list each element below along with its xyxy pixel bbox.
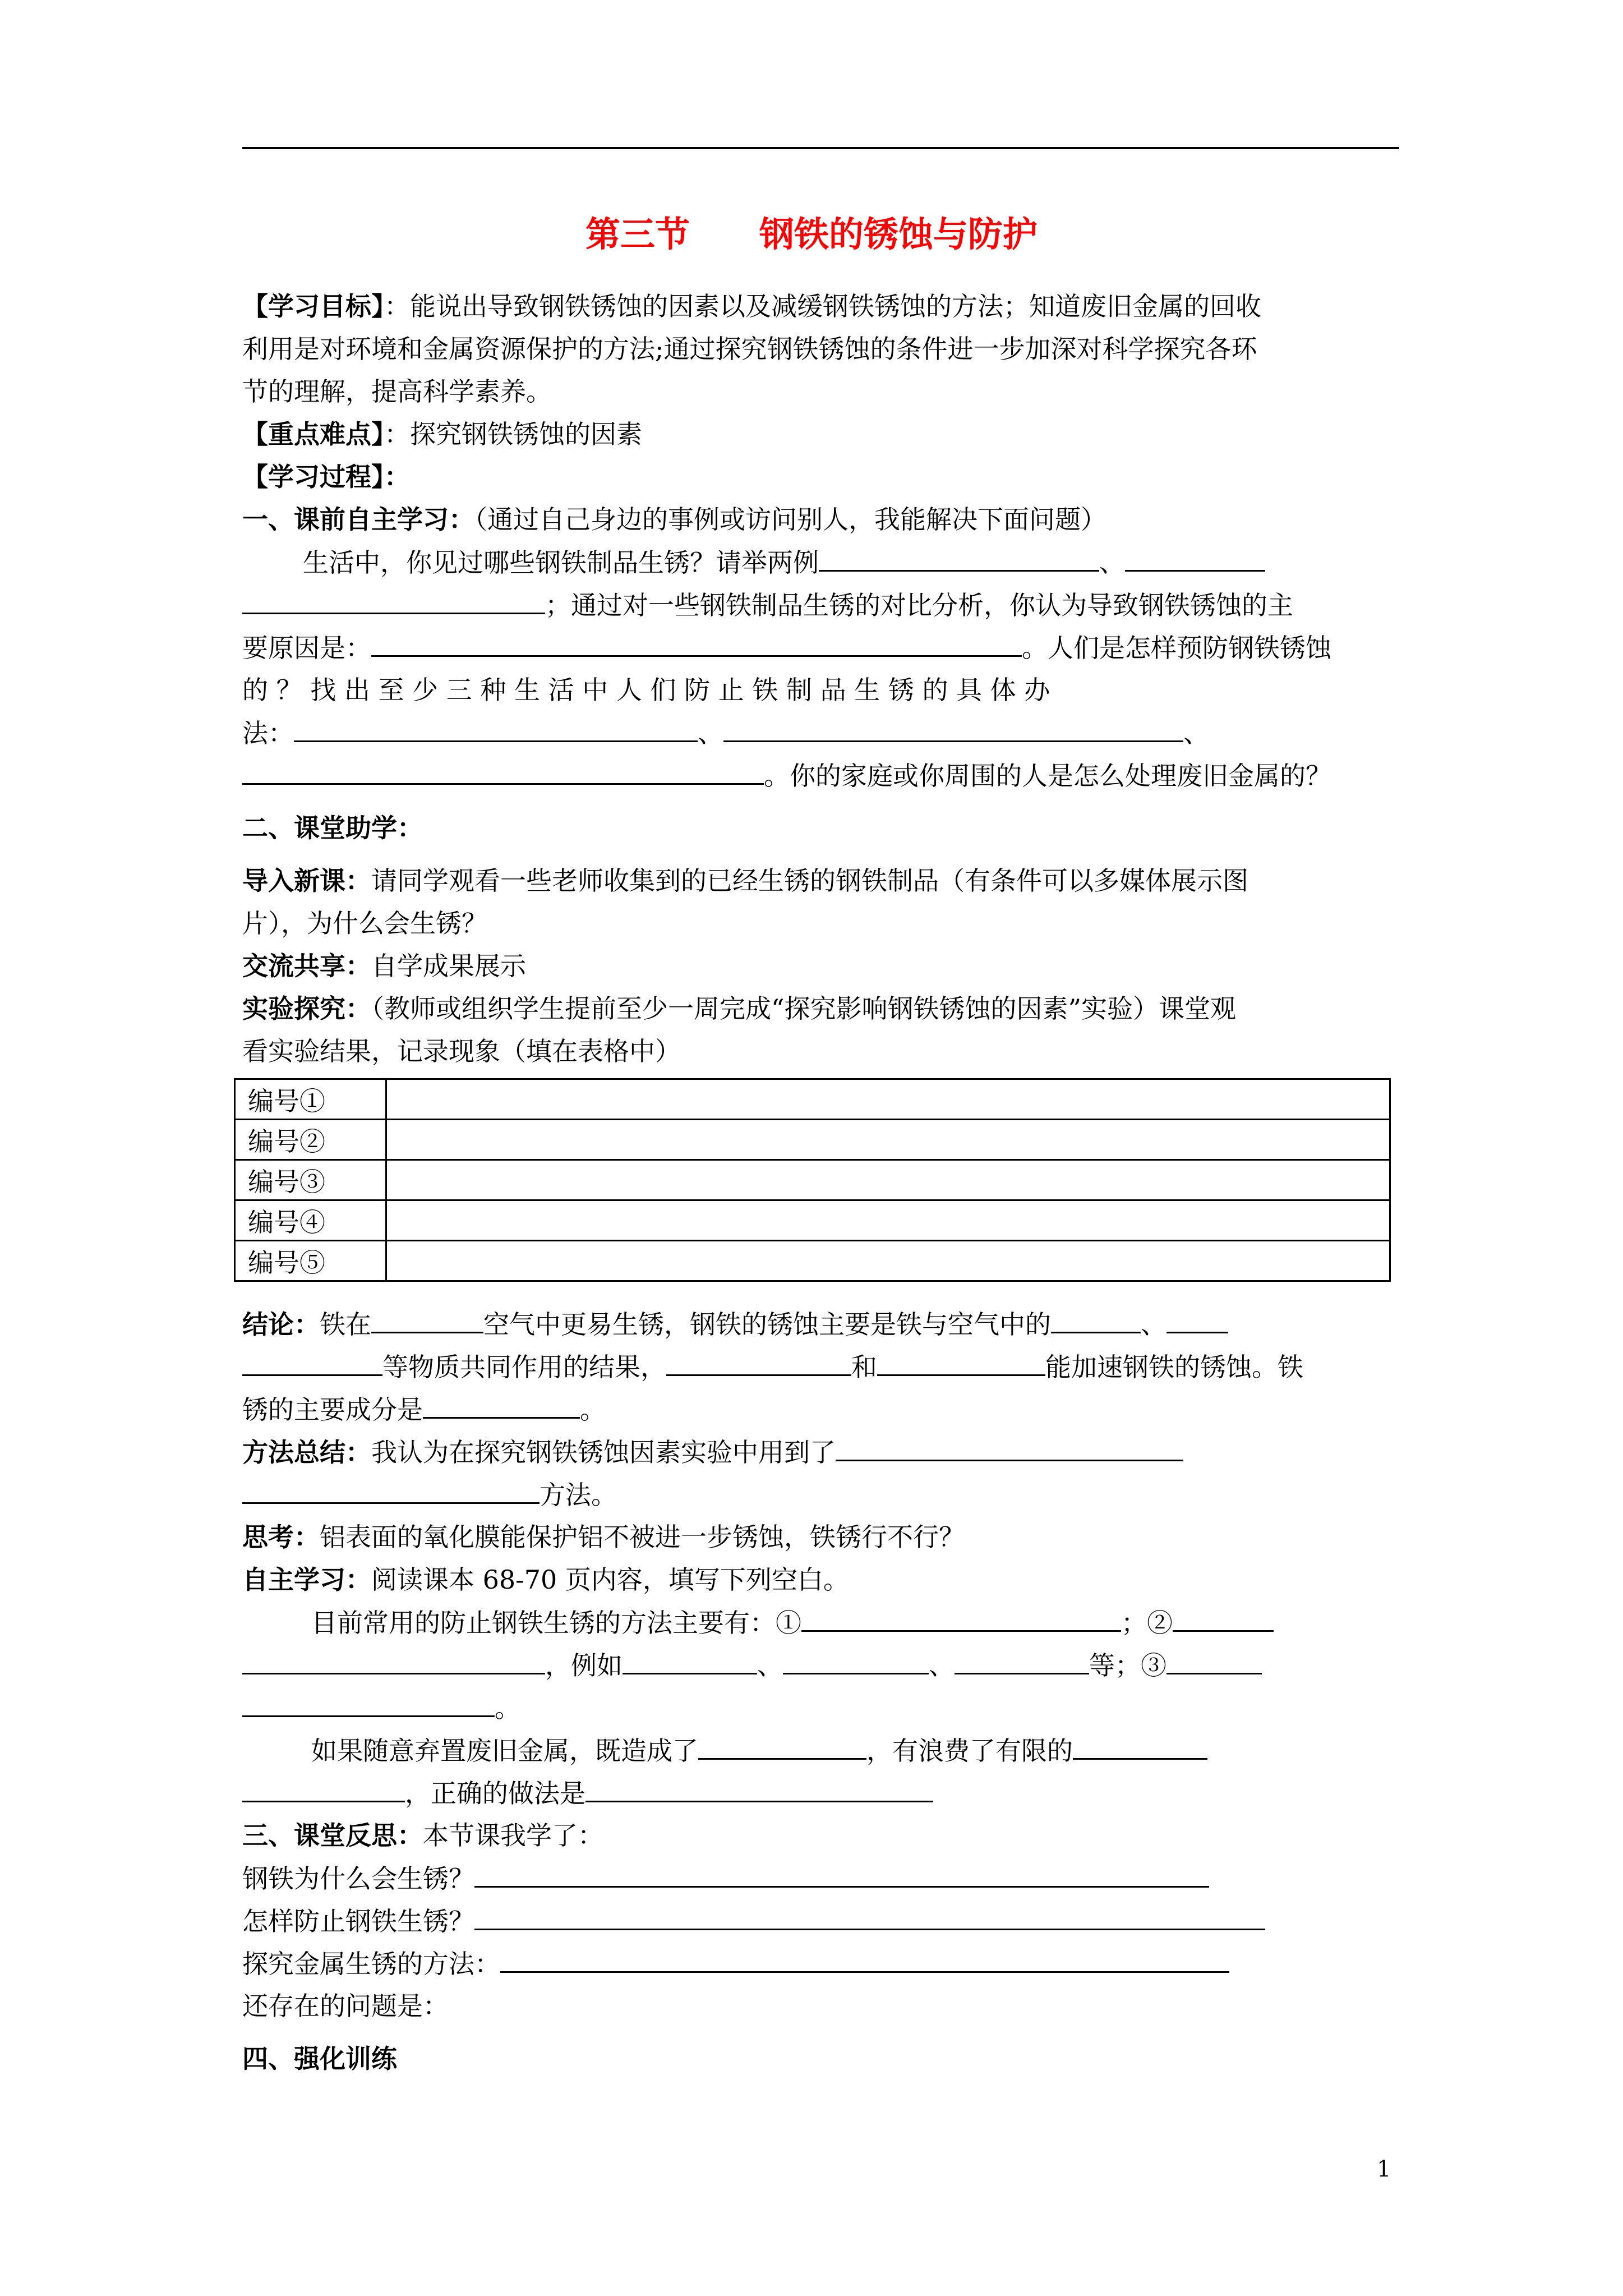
- conclusion-line-2: [242, 1350, 1303, 1384]
- observation-cell[interactable]: [386, 1120, 1390, 1160]
- blank-substance-1[interactable]: [1051, 1307, 1141, 1333]
- blank-resource-cont[interactable]: [242, 1776, 405, 1802]
- reflection-question-3: 探究金属生锈的方法：: [242, 1949, 500, 1979]
- conclusion-text-2a: 等物质共同作用的结果，: [382, 1352, 666, 1382]
- observation-cell[interactable]: [386, 1160, 1390, 1200]
- think-label: 思考：: [242, 1522, 320, 1552]
- method-line-2: [242, 1478, 617, 1512]
- experiment-label: 实验探究：: [242, 993, 371, 1024]
- blank-reflection-3[interactable]: [500, 1947, 1229, 1973]
- separator: 、: [757, 1650, 783, 1681]
- section4-heading: 四、强化训练: [242, 2044, 397, 2074]
- blank-air-condition[interactable]: [371, 1307, 483, 1333]
- section1-line-1: [303, 545, 1265, 579]
- blank-prevention-3-cont[interactable]: [242, 1691, 495, 1717]
- blank-rust-component[interactable]: [423, 1392, 580, 1419]
- reflection-question-2: 怎样防止钢铁生锈？: [242, 1906, 474, 1936]
- waste-line-2: [242, 1776, 933, 1810]
- share-line: [242, 949, 526, 983]
- self-study-label: 自主学习：: [242, 1565, 371, 1595]
- section2-heading: 二、课堂助学：: [242, 813, 423, 843]
- section3-heading: 三、课堂反思：: [242, 1820, 423, 1851]
- page-title: 第三节 钢铁的锈蚀与防护: [585, 214, 1038, 255]
- blank-method-1[interactable]: [294, 716, 698, 742]
- blank-example-a[interactable]: [623, 1648, 757, 1674]
- separator: 、: [1099, 547, 1125, 578]
- process-label: 【学习过程】: [242, 462, 384, 492]
- separator: 、: [1183, 718, 1209, 748]
- conclusion-text-2c: 能加速钢铁的锈蚀。铁: [1045, 1352, 1303, 1382]
- prevention-text-3: 。: [495, 1693, 520, 1723]
- blank-main-cause[interactable]: [371, 631, 1022, 657]
- think-line: [242, 1520, 965, 1554]
- reflection-line-3: [242, 1947, 1229, 1981]
- row-label: 编号③: [235, 1160, 386, 1200]
- observation-cell[interactable]: [386, 1079, 1390, 1120]
- share-label: 交流共享：: [242, 951, 371, 981]
- table-row: [235, 1160, 1390, 1200]
- method-text-1: 我认为在探究钢铁锈蚀因素实验中用到了: [371, 1437, 836, 1467]
- objectives-label: 【学习目标】: [242, 291, 384, 321]
- intro-text-1: 请同学观看一些老师收集到的已经生锈的钢铁制品（有条件可以多媒体展示图: [371, 866, 1248, 896]
- table-row: [235, 1120, 1390, 1160]
- table-row: [235, 1079, 1390, 1120]
- share-text: 自学成果展示: [371, 951, 526, 981]
- section1-question-3: 。人们是怎样预防钢铁锈蚀: [1022, 633, 1331, 663]
- self-study-text: 阅读课本 68-70 页内容，填写下列空白。: [371, 1565, 849, 1595]
- section1-note: （通过自己身边的事例或访问别人，我能解决下面问题）: [474, 504, 1106, 535]
- reflection-line-2: [242, 1904, 1265, 1938]
- separator: 、: [698, 718, 723, 748]
- row-label: 编号④: [235, 1200, 386, 1241]
- key-points-label: 【重点难点】: [242, 419, 384, 449]
- blank-accelerant-1[interactable]: [666, 1350, 851, 1376]
- separator: 、: [929, 1650, 955, 1681]
- experiment-line-2: 看实验结果，记录现象（填在表格中）: [242, 1036, 681, 1066]
- prevention-line-2: [242, 1648, 1262, 1682]
- intro-line-2: 片），为什么会生锈？: [242, 908, 487, 938]
- blank-example-2-cont[interactable]: [242, 588, 545, 614]
- experiment-line-1: [242, 992, 1236, 1025]
- think-text: 铝表面的氧化膜能保护铝不被进一步锈蚀，铁锈行不行？: [320, 1522, 965, 1552]
- observation-cell[interactable]: [386, 1200, 1390, 1241]
- objectives-text-1: ：能说出导致钢铁锈蚀的因素以及减缓钢铁锈蚀的方法；知道废旧金属的回收: [384, 291, 1261, 321]
- section1-line-3: [242, 631, 1331, 665]
- prevention-line-3: [242, 1691, 520, 1725]
- conclusion-text-3a: 锈的主要成分是: [242, 1395, 423, 1425]
- method-text-2: 方法。: [540, 1480, 617, 1510]
- blank-substance-2-cont[interactable]: [242, 1350, 382, 1376]
- objectives-line-2: 利用是对环境和金属资源保护的方法;通过探究钢铁锈蚀的条件进一步加深对科学探究各环: [242, 334, 1257, 364]
- conclusion-line-3: [242, 1392, 606, 1427]
- conclusion-line-1: [242, 1307, 1228, 1341]
- section1-methods-label: 法：: [242, 718, 294, 748]
- prevention-text-2a: ，例如: [545, 1650, 623, 1681]
- waste-line-1: [311, 1733, 1207, 1768]
- reflection-line-1: [242, 1861, 1209, 1895]
- blank-substance-2[interactable]: [1166, 1307, 1228, 1333]
- conclusion-text-3b: 。: [580, 1395, 606, 1425]
- method-label: 方法总结：: [242, 1437, 371, 1467]
- conclusion-text-2b: 和: [851, 1352, 877, 1382]
- reflection-line-4: 还存在的问题是：: [242, 1991, 449, 2021]
- row-label: 编号①: [235, 1079, 386, 1120]
- row-label: 编号②: [235, 1120, 386, 1160]
- blank-method-3[interactable]: [242, 758, 764, 785]
- prevention-text-1a: 目前常用的防止钢铁生锈的方法主要有：①: [311, 1608, 801, 1638]
- section1-question-1: 生活中，你见过哪些钢铁制品生锈？请举两例: [303, 547, 819, 578]
- blank-method-2[interactable]: [723, 716, 1183, 742]
- section1-question-4: 。你的家庭或你周围的人是怎么处理废旧金属的？: [764, 761, 1331, 791]
- key-points-line: [242, 417, 642, 451]
- section3-heading-line: [242, 1819, 603, 1852]
- blank-example-1[interactable]: [819, 545, 1099, 572]
- blank-prevention-3[interactable]: [1166, 1648, 1262, 1674]
- reflection-question-1: 钢铁为什么会生锈？: [242, 1864, 474, 1894]
- blank-prevention-1[interactable]: [801, 1605, 1121, 1632]
- section1-cause-label: 要原因是：: [242, 633, 371, 663]
- section1-line-5: [242, 716, 1209, 750]
- section3-intro: 本节课我学了：: [423, 1820, 603, 1851]
- prevention-text-2d: 等；③: [1089, 1650, 1166, 1681]
- blank-reflection-1[interactable]: [474, 1861, 1209, 1888]
- blank-reflection-2[interactable]: [474, 1904, 1265, 1930]
- blank-correct-practice[interactable]: [585, 1776, 933, 1802]
- intro-line-1: [242, 864, 1248, 898]
- blank-method-used[interactable]: [836, 1435, 1183, 1461]
- blank-method-used-cont[interactable]: [242, 1478, 540, 1504]
- self-study-line: [242, 1563, 849, 1596]
- conclusion-text-1a: 铁在: [320, 1309, 371, 1340]
- prevention-line-1: [311, 1605, 1274, 1640]
- blank-pollution[interactable]: [698, 1733, 866, 1760]
- method-line-1: [242, 1435, 1183, 1469]
- conclusion-label: 结论：: [242, 1309, 320, 1340]
- intro-label: 导入新课：: [242, 866, 371, 896]
- process-line: [242, 460, 410, 494]
- section1-line-2: [242, 588, 1293, 622]
- experiment-text-1: （教师或组织学生提前至少一周完成“探究影响钢铁锈蚀的因素”实验）课堂观: [371, 993, 1237, 1024]
- blank-accelerant-2[interactable]: [877, 1350, 1045, 1376]
- section1-line-4: 的 ？ 找 出 至 少 三 种 生 活 中 人 们 防 止 铁 制 品 生 锈 的 具 体 办: [242, 675, 1050, 705]
- objectives-line-1: [242, 289, 1261, 323]
- blank-example-b[interactable]: [783, 1648, 929, 1674]
- waste-text-1a: 如果随意弃置废旧金属，既造成了: [311, 1736, 698, 1766]
- page-number: 1: [1377, 2156, 1391, 2182]
- section1-line-6: [242, 758, 1331, 793]
- blank-example-2[interactable]: [1125, 545, 1265, 572]
- waste-text-1b: ，有浪费了有限的: [866, 1736, 1073, 1766]
- table-row: [235, 1241, 1390, 1281]
- row-label: 编号⑤: [235, 1241, 386, 1281]
- section1-heading: 一、课前自主学习：: [242, 504, 474, 535]
- blank-resource[interactable]: [1073, 1733, 1207, 1760]
- key-points-text: ：探究钢铁锈蚀的因素: [384, 419, 642, 449]
- objectives-line-3: 节的理解，提高科学素养。: [242, 376, 552, 407]
- blank-example-c[interactable]: [955, 1648, 1089, 1674]
- waste-text-2a: ，正确的做法是: [405, 1778, 585, 1809]
- section1-question-2: ；通过对一些钢铁制品生锈的对比分析，你认为导致钢铁锈蚀的主: [545, 590, 1293, 620]
- separator: 、: [1141, 1309, 1166, 1340]
- table-row: [235, 1200, 1390, 1241]
- observation-table: [234, 1078, 1391, 1282]
- blank-prevention-2[interactable]: [1173, 1605, 1274, 1632]
- process-colon: ：: [384, 462, 410, 492]
- blank-prevention-2-cont[interactable]: [242, 1648, 545, 1674]
- section1-heading-line: [242, 503, 1106, 536]
- conclusion-text-1b: 空气中更易生锈，钢铁的锈蚀主要是铁与空气中的: [483, 1309, 1051, 1340]
- observation-cell[interactable]: [386, 1241, 1390, 1281]
- prevention-text-1b: ；②: [1121, 1608, 1173, 1638]
- top-rule: [242, 147, 1399, 149]
